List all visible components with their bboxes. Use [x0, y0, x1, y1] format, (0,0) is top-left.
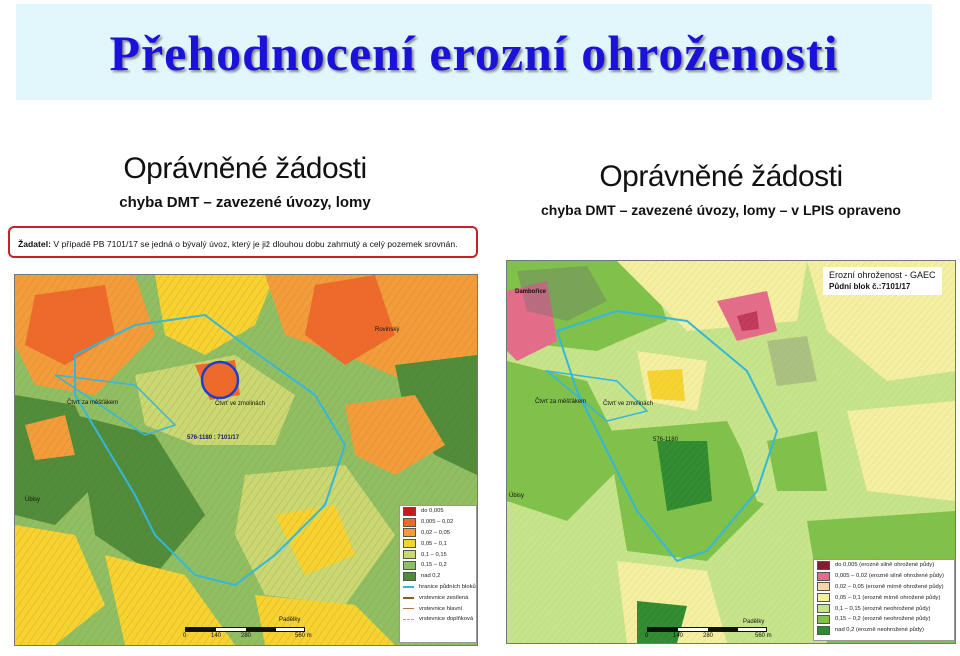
left-legend-item: 0,05 – 0,1: [400, 538, 476, 549]
left-scale-1: 140: [211, 633, 222, 639]
left-block-label: 576-1180 : 7101/17: [187, 435, 240, 441]
info-title: Erozní ohroženost - GAEC: [829, 270, 936, 280]
right-place-4: Úbisy: [509, 493, 525, 499]
left-place-5: Rovinský: [375, 327, 400, 333]
right-panel: [486, 154, 956, 646]
slide-title: Přehodnocení erozní ohroženosti: [109, 25, 839, 81]
left-scale-3: 560 m: [295, 633, 312, 639]
left-legend-item: 0,005 – 0,02: [400, 517, 476, 528]
left-legend-item: 0,1 – 0,15: [400, 549, 476, 560]
left-legend-item: 0,15 – 0,2: [400, 560, 476, 571]
left-scale-2: 280: [241, 633, 252, 639]
note-label: Žadatel:: [18, 239, 51, 249]
left-place-4: Padělky: [279, 617, 301, 623]
right-scale-1: 140: [673, 633, 684, 639]
right-legend-item: do 0,005 (erozně silně ohrožené půdy): [814, 560, 954, 571]
right-town-label: Dambořice: [515, 289, 547, 295]
right-block-label: 576-1180: [653, 437, 678, 443]
right-scale-2: 280: [703, 633, 714, 639]
right-place-2: Čtvrť ve zmolinách: [603, 401, 653, 407]
right-heading: Oprávněné žádosti: [599, 160, 843, 193]
right-scale-3: 560 m: [755, 633, 772, 639]
right-place-3: Padělky: [743, 619, 765, 625]
right-info-box: [823, 267, 942, 295]
left-legend: [399, 505, 477, 643]
right-erosion-map: [506, 260, 956, 644]
right-legend-item: nad 0,2 (erozně neohrožené půdy): [814, 625, 954, 636]
right-scale-0: 0: [645, 633, 649, 639]
left-legend-item: do 0,005: [400, 506, 476, 517]
left-legend-line: vrstevnice hlavní: [400, 603, 476, 614]
right-scale-bar: [647, 627, 767, 632]
left-place-2: Čtvrť ve zmolinách: [215, 401, 265, 407]
title-bar: [16, 4, 932, 100]
right-legend-item: 0,05 – 0,1 (erozně mírně ohrožené půdy): [814, 592, 954, 603]
info-block: Půdní blok č.:7101/17: [829, 282, 911, 291]
left-place-1: Čtvrť za měšťákem: [67, 400, 119, 406]
left-legend-item: nad 0,2: [400, 571, 476, 582]
left-subheading: chyba DMT – zavezené úvozy, lomy: [119, 194, 371, 211]
right-legend-item: 0,15 – 0,2 (erozně neohrožené půdy): [814, 614, 954, 625]
left-legend-line: hranice půdních bloků: [400, 582, 476, 593]
left-panel: [8, 146, 482, 646]
left-place-3: Úbisy: [25, 497, 41, 503]
left-scale-0: 0: [183, 633, 187, 639]
right-legend-item: 0,005 – 0,02 (erozně silně ohrožené půdy): [814, 571, 954, 582]
left-scale-bar: [185, 627, 305, 632]
left-legend-line: vrstevnice doplňková: [400, 614, 476, 625]
right-subheading: chyba DMT – zavezené úvozy, lomy – v LPIS opraveno: [541, 202, 901, 218]
right-place-1: Čtvrť za měšťákem: [535, 399, 587, 405]
left-heading: Oprávněné žádosti: [123, 152, 367, 185]
right-legend-item: 0,02 – 0,05 (erozně mírně ohrožené půdy): [814, 582, 954, 593]
note-text: V případě PB 7101/17 se jedná o bývalý úvoz, který je již dlouhou dobu zahrnutý a celý pozemek srovnán.: [50, 239, 458, 249]
applicant-note: [8, 226, 478, 258]
left-legend-item: 0,02 – 0,05: [400, 528, 476, 539]
right-legend: [813, 559, 955, 641]
right-legend-item: 0,1 – 0,15 (erozně neohrožené půdy): [814, 603, 954, 614]
left-erosion-map: [14, 274, 478, 646]
left-legend-line: vrstevnice zesílená: [400, 592, 476, 603]
